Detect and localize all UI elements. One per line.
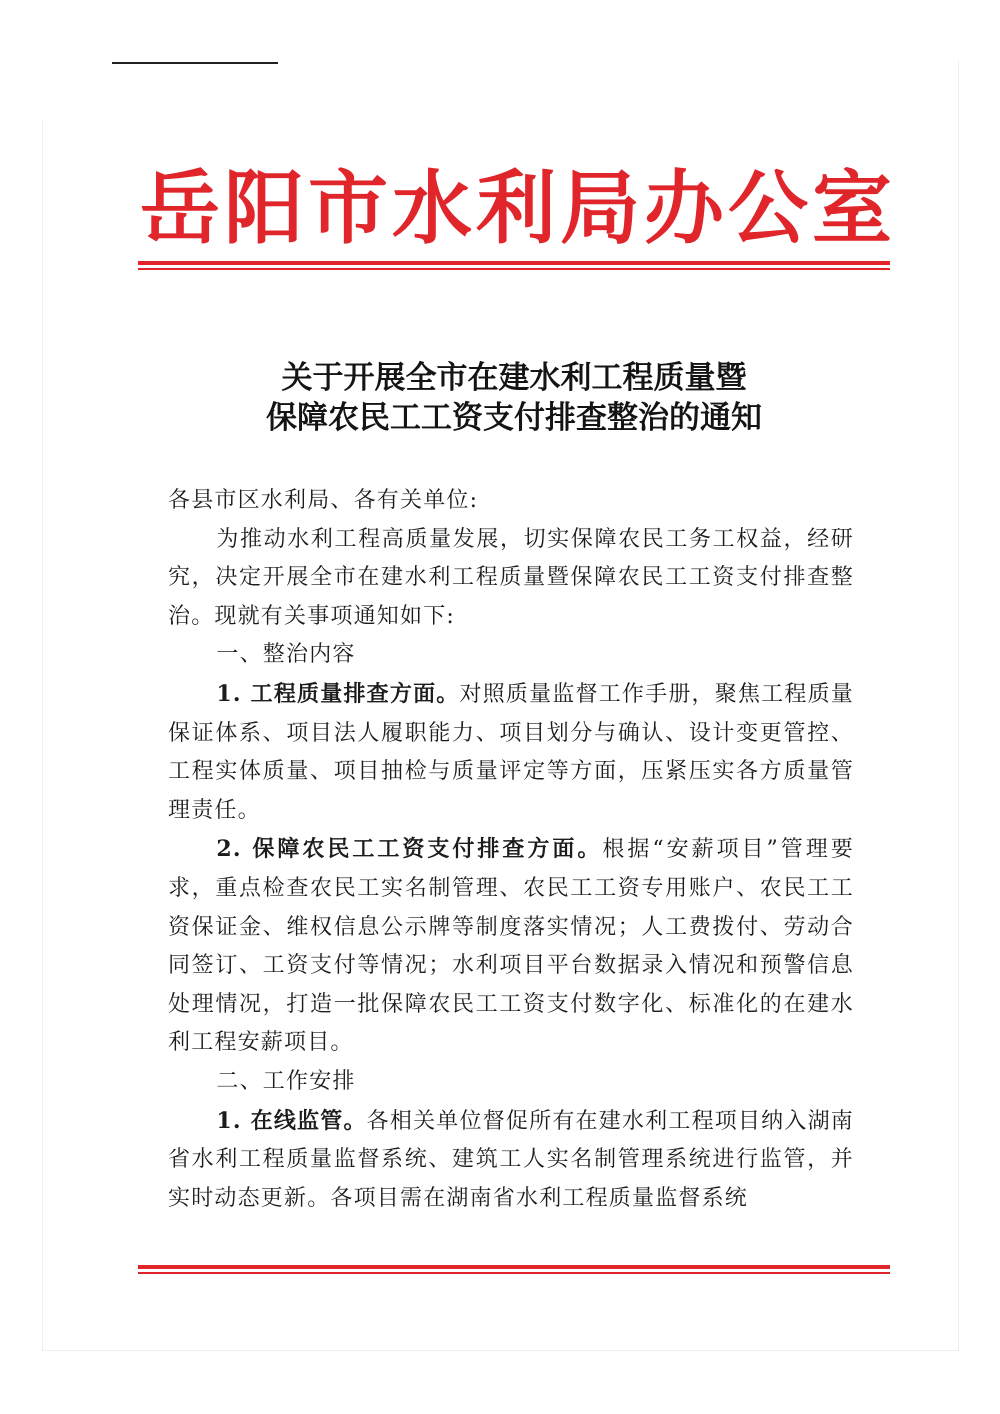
section-1-heading: 一、整治内容 — [216, 642, 356, 668]
page-edge-bottom — [42, 1350, 959, 1351]
red-rule-thin — [138, 268, 890, 270]
page-edge-right — [958, 60, 959, 1350]
section-1-item-2-label: 2. 保障农民工工资支付排查方面。 — [216, 836, 603, 863]
section-1-item-1 — [168, 675, 854, 830]
header-red-rule — [138, 261, 890, 270]
red-rule-thin — [138, 1272, 890, 1274]
section-1-item-1-text: 对照质量监督工作手册，聚焦工程质量保证体系、项目法人履职能力、项目划分与确认、设计变更管控、工程实体质量、项目抽检与质量评定等方面，压紧压实各方质量管理责任。 — [168, 681, 854, 823]
section-2-heading: 二、工作安排 — [216, 1068, 356, 1094]
section-2-item-1-text: 各相关单位督促所有在建水利工程项目纳入湖南省水利工程质量监督系统、建筑工人实名制管理系统进行监管，并实时动态更新。各项目需在湖南省水利工程质量监督系统 — [168, 1108, 855, 1211]
section-2-item-1-label: 1. 在线监管。 — [216, 1107, 367, 1134]
page-edge-left — [42, 120, 43, 1350]
title-line-2: 保障农民工工资支付排查整治的通知 — [266, 400, 762, 436]
document-body — [168, 482, 854, 1218]
footer-red-rule — [138, 1265, 890, 1274]
salutation: 各县市区水利局、各有关单位: — [168, 488, 479, 513]
issuer-heading: 岳阳市水利局办公室 — [140, 161, 896, 255]
section-1-item-2 — [168, 830, 854, 1063]
section-1-item-2-text: 根据“安薪项目”管理要求，重点检查农民工实名制管理、农民工工资专用账户、农民工工资保证金、维权信息公示牌等制度落实情况；人工费拨付、劳动合同签订、工资支付等情况；水利项目平台数据录入情况和预警信息处理情况，打造一批保障农民工工资支付数字化、标准化的在建水利工程安薪项目。 — [168, 837, 854, 1056]
section-1-item-1-label: 1. 工程质量排查方面。 — [216, 680, 460, 707]
section-2-item-1 — [168, 1102, 854, 1219]
title-line-1: 关于开展全市在建水利工程质量暨 — [281, 360, 747, 396]
intro-paragraph: 为推动水利工程高质量发展，切实保障农民工务工权益，经研究，决定开展全市在建水利工程质量暨保障农民工工资支付排查整治。现就有关事项通知如下: — [168, 526, 854, 629]
document-title — [140, 358, 888, 438]
scan-mark — [112, 62, 278, 64]
